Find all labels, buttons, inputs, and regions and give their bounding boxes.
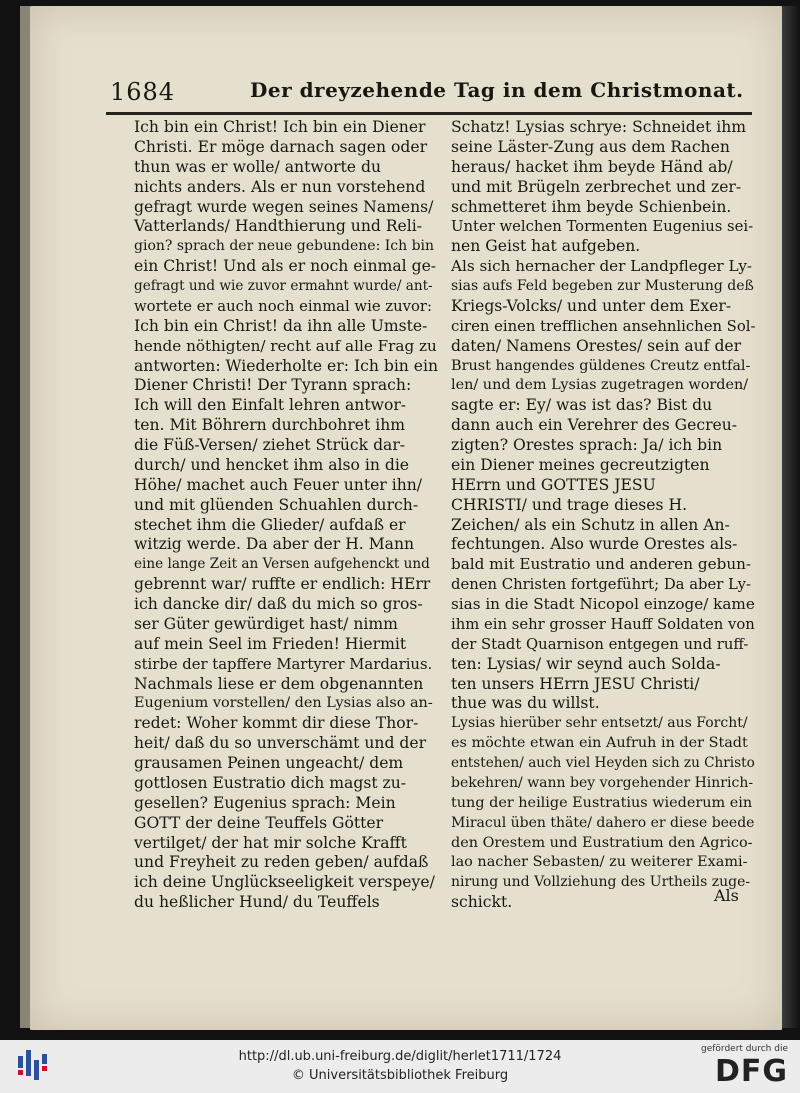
text-line: Nachmals liese er dem obgenannten (134, 674, 424, 693)
text-line: Miracul üben thäte/ dahero er diese beede (451, 814, 755, 831)
copyright-notice: © Universitätsbibliothek Freiburg (291, 1068, 509, 1083)
text-line: Christi. Er möge darnach sagen oder (134, 137, 428, 156)
text-line: stechet ihm die Glieder/ aufdaß er (134, 515, 406, 534)
text-line: Ich bin ein Christ! Ich bin ein Diener (134, 118, 426, 136)
text-line: gefragt wurde wegen seines Namens/ (134, 197, 434, 216)
text-line: ser Güter gewürdiget hast/ nimm (134, 614, 398, 633)
viewer-footer (0, 1040, 800, 1093)
text-line: gefragt und wie zuvor ermahnt wurde/ ant- (134, 278, 433, 294)
text-line: bekehren/ wann bey vorgehender Hinrich- (451, 774, 754, 791)
page-header (110, 72, 750, 112)
text-line: ich dancke dir/ daß du mich so gros- (134, 595, 423, 613)
text-line: denen Christen fortgeführt; Da aber Ly- (451, 576, 751, 594)
text-line: Ich will den Einfalt lehren antwor- (134, 396, 407, 415)
dfg-logo: DFG (714, 1054, 788, 1089)
text-line: stirbe der tapffere Martyrer Mardarius. (134, 655, 433, 673)
text-line: gottlosen Eustratio dich magst zu- (134, 773, 407, 792)
text-line: es möchte etwan ein Aufruh in der Stadt (451, 735, 748, 752)
text-line: Diener Christi! Der Tyrann sprach: (134, 376, 412, 395)
text-line: seine Läster-Zung aus dem Rachen (451, 137, 730, 156)
text-line: eine lange Zeit an Versen aufgehenckt und (134, 556, 430, 573)
text-line: len/ und dem Lysias zugetragen worden/ (451, 377, 749, 394)
text-line: nichts anders. Als er nun vorstehend (134, 177, 426, 196)
text-line: fechtungen. Also wurde Orestes als- (451, 535, 738, 554)
text-line: tung der heilige Eustratius wiederum ein (451, 794, 753, 811)
header-rule (106, 112, 752, 115)
text-line: Als sich hernacher der Landpfleger Ly- (451, 257, 753, 276)
gutter-shadow (782, 6, 800, 1028)
text-line: bald mit Eustratio und anderen gebun- (451, 555, 752, 574)
text-line: CHRISTI/ und trage dieses H. (451, 495, 688, 514)
text-line: vertilget/ der hat mir solche Krafft (134, 833, 407, 852)
text-line: heit/ daß du so unverschämt und der (134, 734, 427, 753)
text-line: nirung und Vollziehung des Urtheils zuge- (451, 874, 751, 891)
text-line: ciren einen trefflichen ansehnlichen Sol- (451, 317, 755, 335)
text-line: Vatterlands/ Handthierung und Reli- (134, 217, 423, 236)
text-line: Eugenium vorstellen/ den Lysias also an- (134, 695, 433, 712)
text-line: du heßlicher Hund/ du Teuffels (134, 893, 380, 912)
text-column-left (134, 118, 438, 913)
text-line: gion? sprach der neue gebundene: Ich bin (134, 238, 435, 255)
running-head: Der dreyzehende Tag in dem Christmonat. (250, 78, 744, 102)
text-line: daten/ Namens Orestes/ sein auf der (451, 336, 742, 355)
page-number: 1684 (110, 78, 176, 106)
text-line: und mit glüenden Schuahlen durch- (134, 495, 419, 514)
text-line: und Freyheit zu reden geben/ aufdaß (134, 853, 429, 872)
text-line: wortete er auch noch einmal wie zuvor: (134, 297, 432, 315)
text-line: ten: Lysias/ wir seynd auch Solda- (451, 654, 721, 673)
text-line: Brust hangendes güldenes Creutz entfal- (451, 357, 751, 374)
text-line: ihm ein sehr grosser Hauff Soldaten von (451, 615, 755, 633)
text-line: entstehen/ auch viel Heyden sich zu Christo (451, 755, 755, 771)
text-line: thue was du willst. (451, 694, 600, 713)
text-line: redet: Woher kommt dir diese Thor- (134, 714, 419, 733)
text-line: sias aufs Feld begeben zur Musterung deß (451, 278, 754, 294)
text-line: ich deine Unglückseeligkeit verspeye/ (134, 873, 435, 892)
text-line: ein Christ! Und als er noch einmal ge- (134, 257, 437, 276)
text-column-right (451, 118, 755, 913)
text-line: antworten: Wiederholte er: Ich bin ein (134, 356, 438, 375)
text-line: witzig werde. Da aber der H. Mann (134, 535, 415, 554)
text-line: gebrennt war/ ruffte er endlich: HErr (134, 575, 431, 594)
text-line: HErrn und GOTTES JESU (451, 475, 656, 494)
text-line: ten unsers HErrn JESU Christi/ (451, 674, 700, 693)
text-line: schickt. (451, 893, 513, 912)
text-line: thun was er wolle/ antworte du (134, 157, 382, 176)
text-line: sagte er: Ey/ was ist das? Bist du (451, 396, 713, 415)
source-url[interactable]: http://dl.ub.uni-freiburg.de/diglit/herlet1711/1724 (238, 1049, 562, 1064)
text-line: Höhe/ machet auch Feuer unter ihn/ (134, 475, 423, 494)
text-line: hende nöthigten/ recht auf alle Frag zu (134, 336, 437, 355)
text-line: Kriegs-Volcks/ und unter dem Exer- (451, 296, 732, 315)
text-line: zigten? Orestes sprach: Ja/ ich bin (451, 436, 723, 454)
text-line: Schatz! Lysias schrye: Schneidet ihm (451, 118, 747, 136)
text-line: schmetteret ihm beyde Schienbein. (451, 197, 732, 216)
text-line: Lysias hierüber sehr entsetzt/ aus Forcht/ (451, 715, 748, 732)
text-line: sias in die Stadt Nicopol einzoge/ kame (451, 595, 755, 613)
text-line: lao nacher Sebasten/ zu weiterer Exami- (451, 854, 748, 871)
text-line: Unter welchen Tormenten Eugenius sei- (451, 218, 754, 236)
text-line: ten. Mit Böhrern durchbohret ihm (134, 416, 406, 435)
text-line: Ich bin ein Christ! da ihn alle Umste- (134, 316, 428, 335)
text-line: grausamen Peinen ungeacht/ dem (134, 754, 404, 772)
text-line: durch/ und hencket ihm also in die (134, 455, 410, 474)
text-line: der Stadt Quarnison entgegen und ruff- (451, 635, 749, 653)
text-line: GOTT der deine Teuffels Götter (134, 813, 384, 832)
text-line: den Orestem und Eustratium den Agrico- (451, 834, 753, 851)
text-line: ein Diener meines gecreutzigten (451, 455, 710, 474)
page-edge (20, 6, 30, 1028)
text-line: heraus/ hacket ihm beyde Händ ab/ (451, 157, 733, 176)
text-line: dann auch ein Verehrer des Gecreu- (451, 416, 738, 435)
text-line: nen Geist hat aufgeben. (451, 237, 641, 256)
text-line: auf mein Seel im Frieden! Hiermit (134, 634, 407, 653)
text-line: und mit Brügeln zerbrechet und zer- (451, 177, 742, 196)
text-line: Zeichen/ als ein Schutz in allen An- (451, 515, 730, 534)
text-line: gesellen? Eugenius sprach: Mein (134, 793, 396, 812)
catchword: Als (714, 886, 739, 905)
text-line: die Füß-Versen/ ziehet Strück dar- (134, 436, 406, 454)
funding-note: gefördert durch die (701, 1044, 788, 1054)
